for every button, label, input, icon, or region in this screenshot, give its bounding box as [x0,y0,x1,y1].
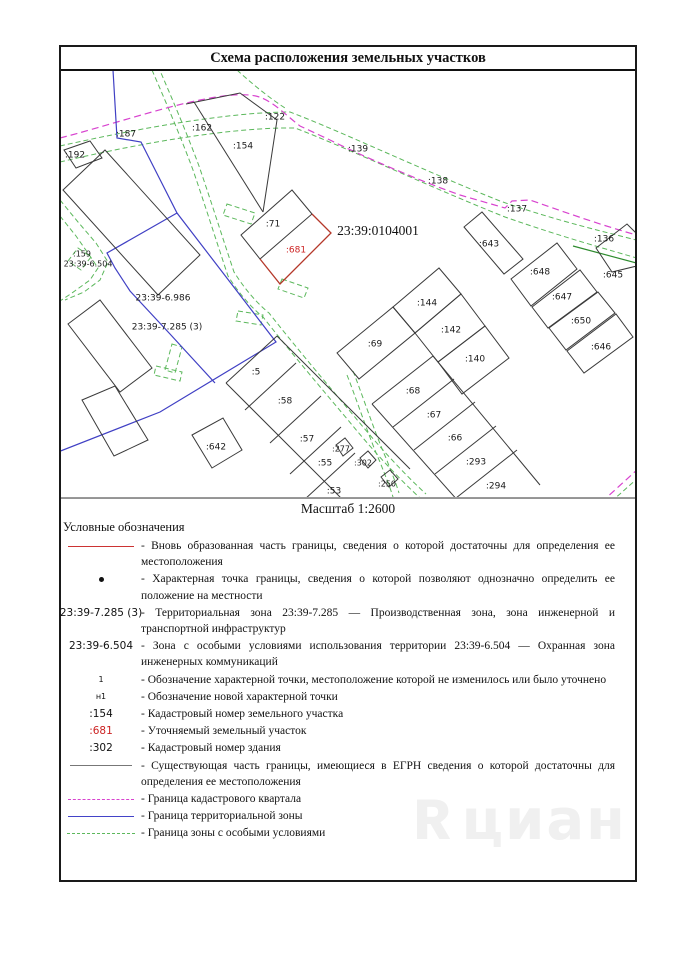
map-label: :192 [64,150,86,161]
quarter-boundary-main [61,95,635,239]
map-label: :142 [440,325,462,336]
map-label: :162 [191,123,213,134]
map-label: :57 [299,434,315,445]
map-label: :681 [285,245,307,256]
map-label: :277 [332,444,350,454]
scale-bar [61,498,635,519]
legend-heading: Условные обозначения [63,520,185,534]
road-stub-4b [154,366,182,381]
watermark-text: циан [461,788,627,853]
legend-symbol-label: 23:39-7.285 (3) [59,606,143,619]
map-label: :250 [378,479,396,489]
legend-symbol-green-dash-icon [67,833,135,834]
legend-text: - Территориальная зона 23:39-7.285 — Производственная зона, зона инженерной и транспортной инфраструктур [141,606,615,636]
legend-row [61,758,635,790]
zone-6504-b [61,216,98,301]
map-label: :68 [405,386,421,397]
map-label: :154 [232,141,254,152]
legend-row [61,538,635,570]
map-label: 23:39-7.285 (3) [131,322,203,333]
strip-68-nw [372,356,433,404]
map-label: :138 [427,176,449,187]
quarter-boundary-bottom-right [604,468,635,498]
legend-symbol-dot-icon [99,577,104,582]
legend-row [61,740,635,756]
map-label: :650 [570,316,592,327]
map-label: :144 [416,298,438,309]
map-label: :159 [73,249,91,259]
strip-68-d2 [414,402,475,450]
map-label: :67 [426,410,442,421]
green-bottom-right [612,477,635,498]
map-label: :140 [464,354,486,365]
strip-68-d1 [393,379,454,427]
road-green-join [237,71,285,108]
map-label: :293 [465,457,487,468]
parcel-left-3 [68,300,152,392]
parcel-154-left [191,102,263,212]
legend-symbol-magenta-dash-icon [68,799,134,800]
legend-text: - Существующая часть границы, имеющиеся в ЕГРН сведения о которой достаточны для определения ее местоположения [141,759,615,788]
legend-symbol-grey-line-icon [70,765,132,766]
map-label: :187 [115,129,137,140]
winding-road-a [152,71,420,498]
legend-symbol-label: :681 [89,725,113,738]
special-zone-boundaries [61,71,635,498]
map-area [61,71,635,498]
map-label: 23:39:0104001 [337,223,419,239]
watermark-logo-icon: Я [412,789,454,852]
legend-row [61,605,635,637]
map-label: :643 [478,239,500,250]
map-label: :53 [326,486,342,497]
map-label: :5 [251,367,261,378]
parcel-154-top [186,93,277,120]
map-label: :122 [264,112,286,123]
map-label: :55 [317,458,333,469]
map-label: :646 [590,342,612,353]
map-label: :302 [354,458,372,468]
parcel-645 [593,224,635,272]
map-label: 23:39-6.986 [135,293,191,304]
map-label: :136 [593,234,615,245]
map-label: :647 [551,292,573,303]
watermark [412,788,627,853]
legend-symbol-label: 23:39-6.504 [68,640,134,653]
legend-row [61,571,635,603]
legend-text: - Обозначение характерной точки, местоположение которой не изменилось или было уточнено [141,673,607,686]
map-label: :69 [367,339,383,350]
legend-symbol-red-line-icon [68,546,134,547]
map-label: :645 [602,270,624,281]
legend-text: - Обозначение новой характерной точки [141,690,338,703]
map-label: :294 [485,481,507,492]
road-branch-b [353,371,399,493]
legend-text: - Характерная точка границы, сведения о которой позволяют однозначно определить ее положение на местности [141,573,615,602]
legend-symbol-blue-line-icon [68,816,134,817]
road-stub-1 [223,204,255,224]
legend-text: - Зона с особыми условиями использования территории 23:39-6.504 — Охранная зона инженерных коммуникаций [141,640,615,669]
legend-text: - Вновь образованная часть границы, сведения о которой достаточны для определения ее местоположения [141,540,615,569]
map-label: :642 [205,442,227,453]
parcel-left-1 [63,150,200,295]
legend-row [61,689,635,705]
map-label: :648 [529,267,551,278]
legend-text: - Кадастровый номер земельного участка [141,708,344,721]
legend-symbol-label: :154 [89,708,113,721]
legend-row [61,723,635,739]
legend-symbol-label: 1 [98,675,104,685]
scale-label: Масштаб 1:2600 [300,501,396,516]
title-bar [61,47,635,71]
map-label: :139 [347,144,369,155]
map-label: :58 [277,396,293,407]
legend-text: - Граница кадастрового квартала [141,793,302,806]
legend-row [61,706,635,722]
legend-symbol-label: :302 [89,742,113,755]
map-label: 23:39-6.504 [63,259,113,269]
legend-text: - Кадастровый номер здания [141,742,281,755]
legend-row [61,672,635,688]
road-green-upper [61,112,635,241]
map-label: :66 [447,433,463,444]
legend-symbol-label: н1 [95,692,107,702]
page-title: Схема расположения земельных участков [210,49,486,66]
legend-text: - Граница зоны с особыми условиями [141,827,326,840]
legend-text: - Уточняемый земельный участок [141,725,307,738]
map-label: :137 [506,204,528,215]
parcel-154-right [263,120,277,212]
map-canvas [61,71,635,498]
map-label: :71 [265,219,281,230]
legend-text: - Граница территориальной зоны [141,810,303,823]
legend-row [61,638,635,670]
